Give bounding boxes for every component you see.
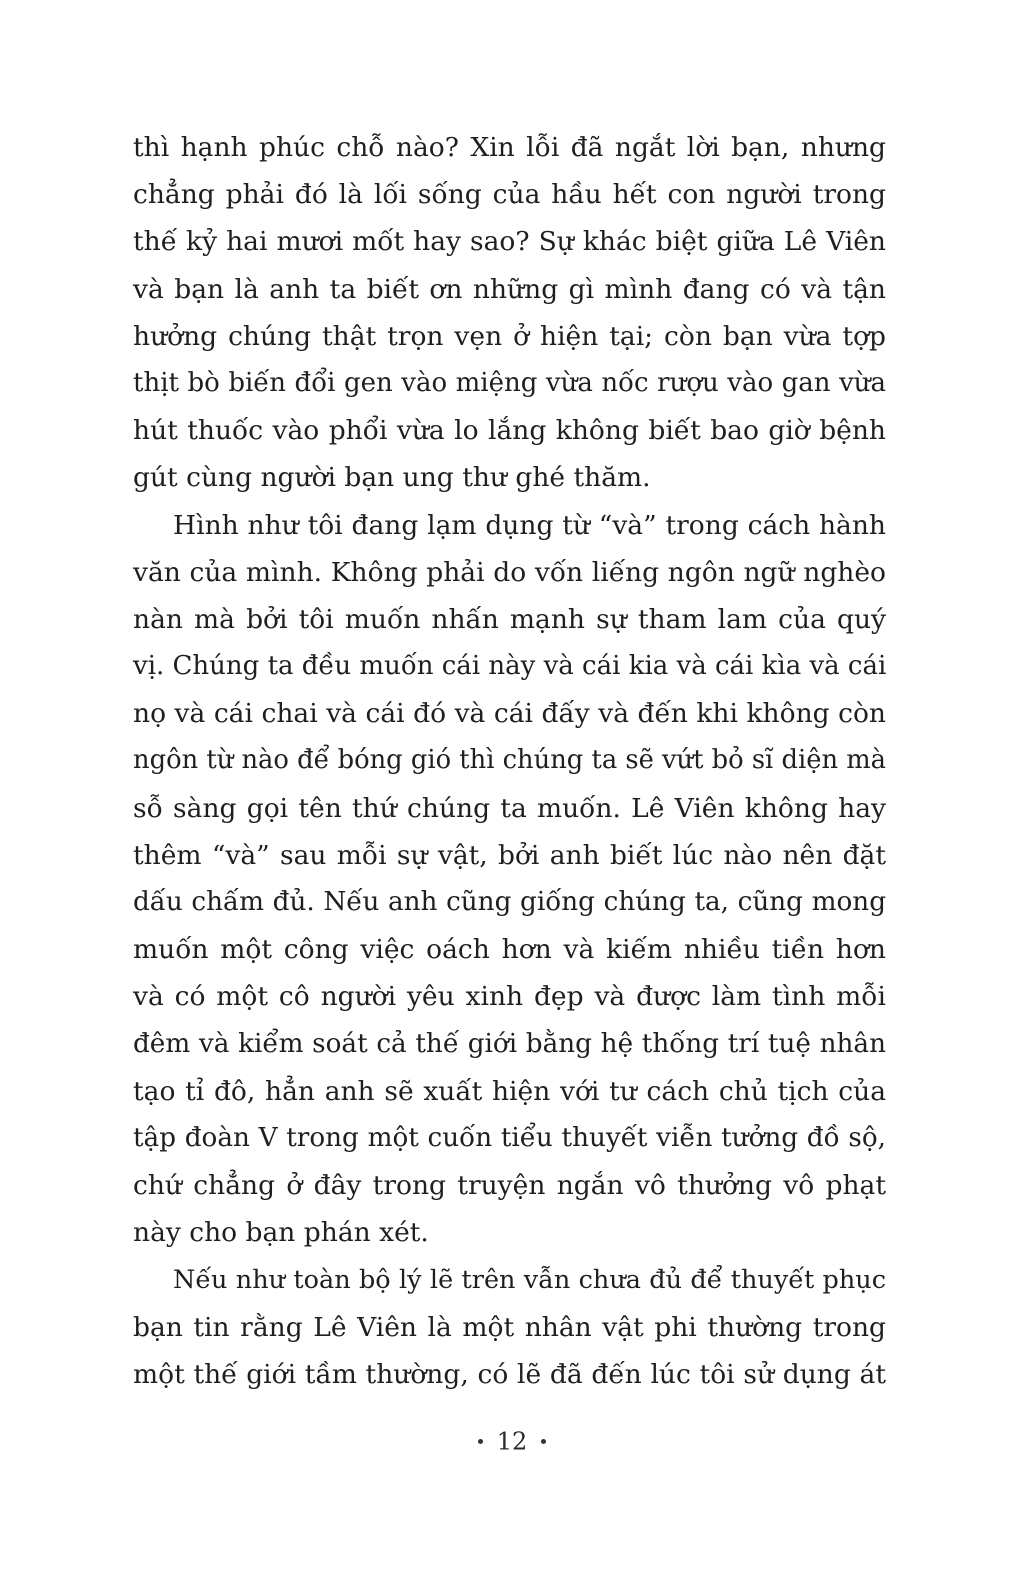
text-line: vị. Chúng ta đều muốn cái này và cái kia và cái kìa và cái (133, 651, 887, 682)
page-number: 12 (496, 1427, 528, 1456)
text-line: gút cùng người bạn ung thư ghé thăm. (133, 462, 651, 494)
text-line: dấu chấm đủ. Nếu anh cũng giống chúng ta, cũng mong (133, 887, 886, 917)
text-line: thịt bò biến đổi gen vào miệng vừa nốc rượu vào gan vừa (133, 367, 886, 398)
text-line: muốn một công việc oách hơn và kiếm nhiều tiền hơn (133, 934, 886, 966)
text-line: sỗ sàng gọi tên thứ chúng ta muốn. Lê Viên không hay (133, 792, 886, 824)
page-body (133, 124, 886, 1398)
text-line: chẳng phải đó là lối sống của hầu hết con người trong (133, 179, 886, 211)
text-line: đêm và kiểm soát cả thế giới bằng hệ thống trí tuệ nhân (133, 1028, 886, 1059)
paragraph-1 (133, 124, 886, 502)
text-line: Nếu như toàn bộ lý lẽ trên vẫn chưa đủ để thuyết phục (173, 1264, 886, 1295)
text-line: thì hạnh phúc chỗ nào? Xin lỗi đã ngắt lời bạn, nhưng (133, 132, 886, 163)
text-line: bạn tin rằng Lê Viên là một nhân vật phi thường trong (133, 1311, 886, 1343)
text-line: một thế giới tầm thường, có lẽ đã đến lúc tôi sử dụng át (133, 1358, 886, 1390)
text-line: tạo tỉ đô, hẳn anh sẽ xuất hiện với tư cách chủ tịch của (133, 1075, 886, 1107)
text-line: ngôn từ nào để bóng gió thì chúng ta sẽ vứt bỏ sĩ diện mà (133, 745, 886, 776)
text-line: tập đoàn V trong một cuốn tiểu thuyết viễn tưởng đồ sộ, (133, 1122, 886, 1153)
text-line: và bạn là anh ta biết ơn những gì mình đang có và tận (133, 273, 886, 305)
paragraph-2 (133, 502, 886, 1257)
bullet-dot-icon (541, 1439, 546, 1444)
text-line: hút thuốc vào phổi vừa lo lắng không biết bao giờ bệnh (133, 415, 886, 447)
text-line: thêm “và” sau mỗi sự vật, bởi anh biết lúc nào nên đặt (133, 839, 886, 871)
text-line: văn của mình. Không phải do vốn liếng ngôn ngữ nghèo (133, 556, 886, 588)
text-line: thế kỷ hai mươi mốt hay sao? Sự khác biệt giữa Lê Viên (133, 226, 886, 258)
page-number-footer (0, 1426, 1024, 1456)
paragraph-3 (133, 1257, 886, 1399)
text-line: nọ và cái chai và cái đó và cái đấy và đến khi không còn (133, 698, 886, 730)
text-line: nàn mà bởi tôi muốn nhấn mạnh sự tham lam của quý (133, 603, 886, 635)
text-line: và có một cô người yêu xinh đẹp và được làm tình mỗi (133, 981, 886, 1013)
text-line: chứ chẳng ở đây trong truyện ngắn vô thưởng vô phạt (133, 1170, 886, 1202)
bullet-dot-icon (478, 1439, 483, 1444)
text-line: Hình như tôi đang lạm dụng từ “và” trong cách hành (173, 509, 886, 541)
text-line: này cho bạn phán xét. (133, 1217, 429, 1249)
text-line: hưởng chúng thật trọn vẹn ở hiện tại; còn bạn vừa tợp (133, 320, 886, 352)
